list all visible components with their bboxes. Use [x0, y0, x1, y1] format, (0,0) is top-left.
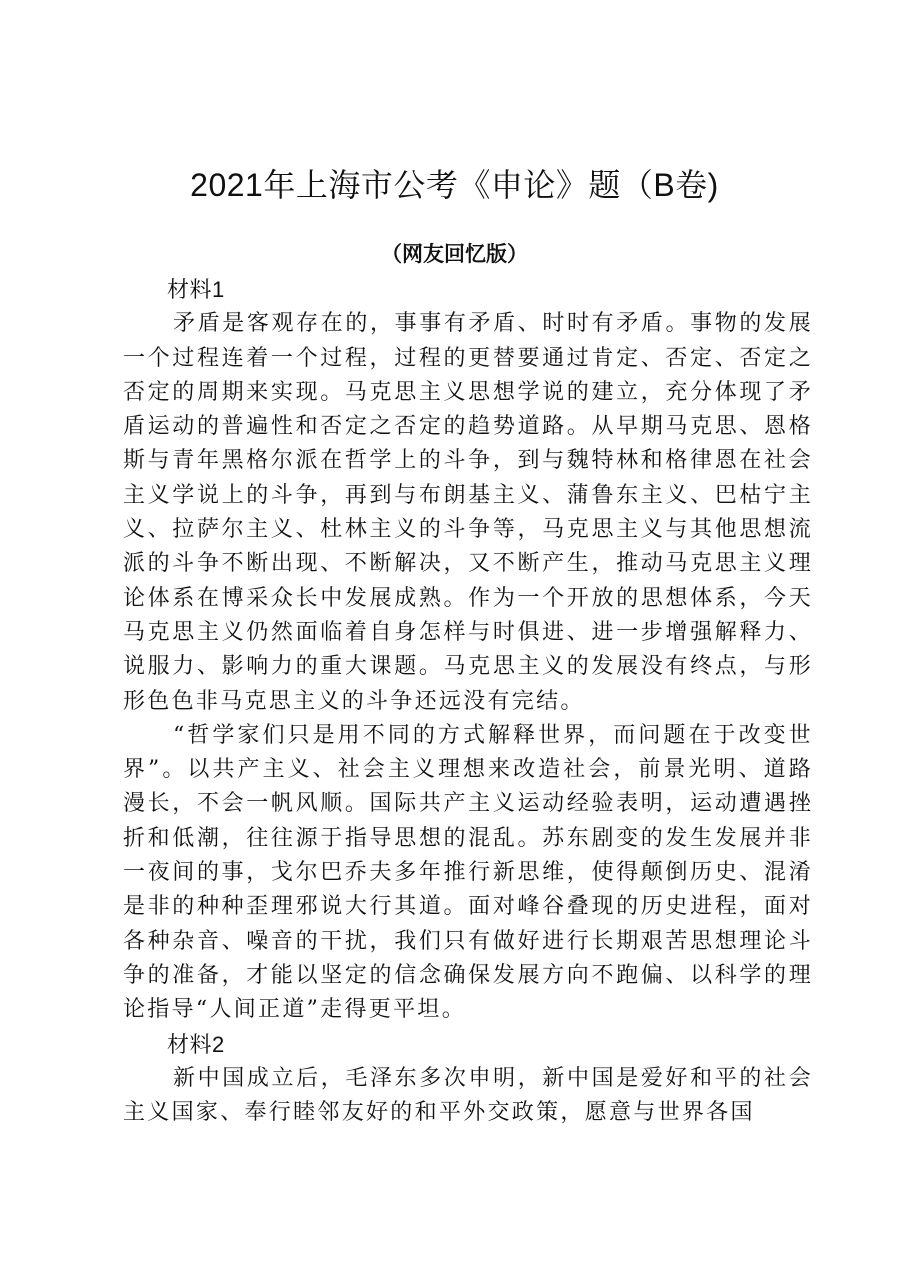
paragraph: 新中国成立后，毛泽东多次申明，新中国是爱好和平的社会主义国家、奉行睦邻友好的和平外交政策，愿意与世界各国	[123, 1065, 813, 1126]
section-heading: 材料2	[167, 1031, 225, 1057]
material-section-2	[123, 1028, 813, 1131]
document-title: 2021年上海市公考《申论》题（B卷)	[190, 167, 719, 203]
document-subtitle: （网友回忆版）	[381, 241, 528, 266]
section-heading: 材料1	[167, 277, 225, 302]
document-body	[123, 273, 813, 1130]
material-section-1	[123, 273, 813, 1028]
paragraph: “哲学家们只是用不同的方式解释世界，而问题在于改变世界”。以共产主义、社会主义理想来改造社会，前景光明、道路漫长，不会一帆风顺。国际共产主义运动经验表明，运动遭遇挫折和低潮，往往源于指导思想的混乱。苏东剧变的发生发展并非一夜间的事，戈尔巴乔夫多年推行新思维，使得颠倒历史、混淆是非的种种歪理邪说大行其道。面对峰谷叠现的历史进程，面对各种杂音、噪音的干扰，我们只有做好进行长期艰苦思想理论斗争的准备，才能以坚定的信念确保发展方向不跑偏、以科学的理论指导“人间正道”走得更平坦。	[123, 722, 813, 1023]
paragraph: 矛盾是客观存在的，事事有矛盾、时时有矛盾。事物的发展一个过程连着一个过程，过程的更替要通过肯定、否定、否定之否定的周期来实现。马克思主义思想学说的建立，充分体现了矛盾运动的普遍性和否定之否定的趋势道路。从早期马克思、恩格斯与青年黑格尔派在哲学上的斗争，到与魏特林和格律恩在社会主义学说上的斗争，再到与布朗基主义、蒲鲁东主义、巴枯宁主义、拉萨尔主义、杜林主义的斗争等，马克思主义与其他思想流派的斗争不断出现、不断解决，又不断产生，推动马克思主义理论体系在博采众长中发展成熟。作为一个开放的思想体系，今天马克思主义仍然面临着自身怎样与时俱进、进一步增强解释力、说服力、影响力的重大课题。马克思主义的发展没有终点，与形形色色非马克思主义的斗争还远没有完结。	[123, 311, 813, 714]
